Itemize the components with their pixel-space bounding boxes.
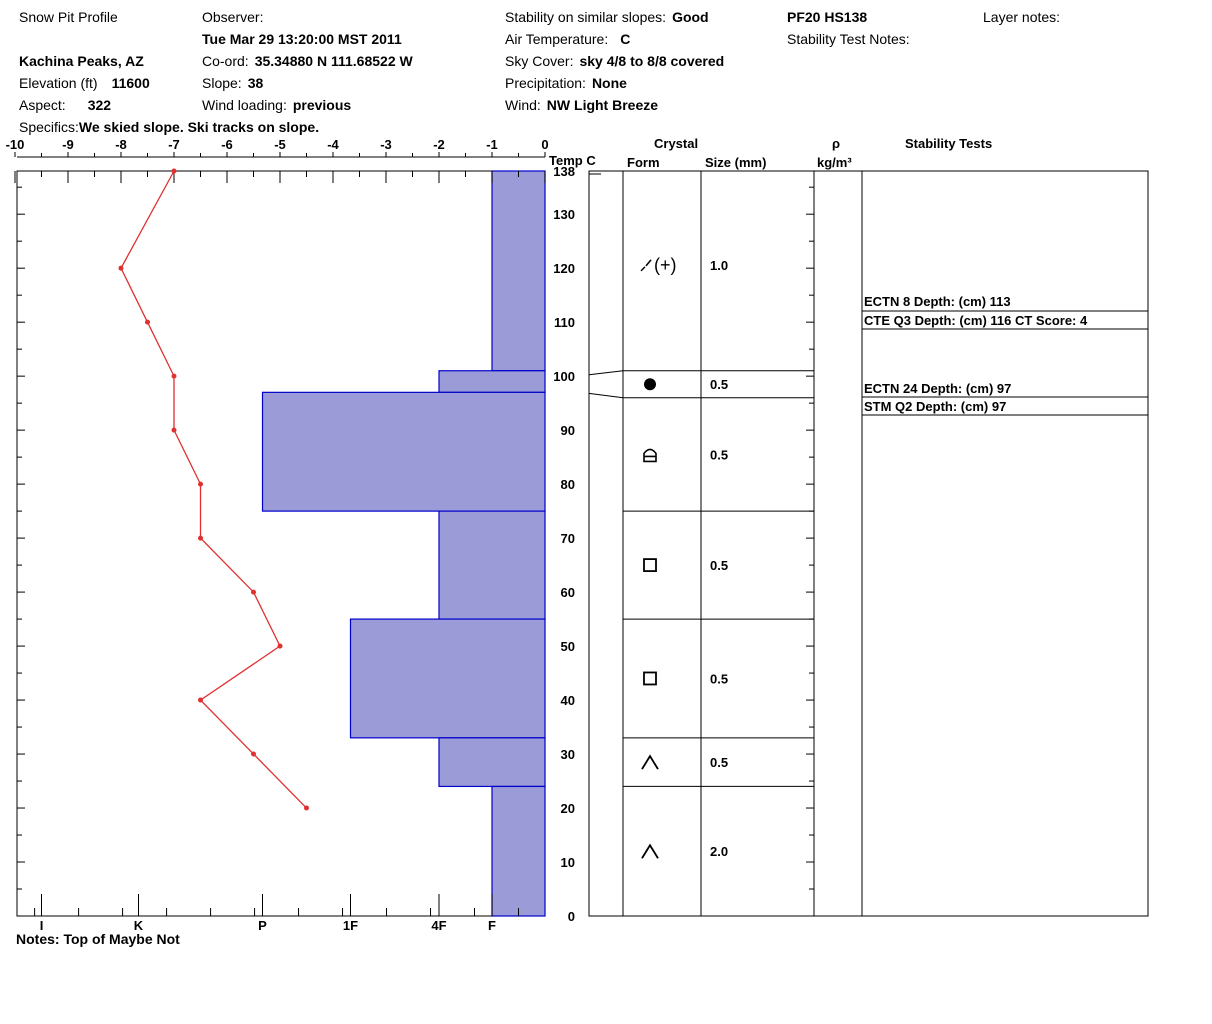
temperature-point	[145, 320, 150, 325]
stability-test-label: ECTN 24 Depth: (cm) 97	[864, 381, 1012, 396]
crystal-size: 0.5	[710, 377, 729, 393]
observer-label: Observer:	[202, 9, 264, 25]
wind-label: Wind:	[505, 97, 541, 113]
hardness-bar	[439, 738, 545, 787]
title-text: Snow Pit Profile	[19, 9, 118, 25]
stability-value: Good	[672, 9, 709, 25]
crystal-form-icon	[642, 756, 658, 769]
depth-tick-label: 40	[560, 693, 575, 709]
hardness-tick-label: 4F	[431, 918, 447, 933]
crystal-form-icon	[644, 672, 656, 684]
crystal-column-header: Crystal	[654, 136, 699, 151]
crystal-size: 0.5	[710, 755, 729, 771]
crystal-form-icon	[644, 449, 656, 461]
temperature-point	[198, 482, 203, 487]
crystal-size: 1.0	[710, 257, 729, 273]
hardness-bar	[263, 392, 545, 511]
depth-tick-label: 110	[554, 315, 575, 331]
fragment-mark	[641, 260, 651, 271]
depth-tick-label: 100	[553, 369, 575, 385]
crystal-form-icon	[642, 845, 658, 858]
hardness-bar	[350, 619, 545, 738]
temperature-point	[251, 752, 256, 757]
depth-tick-label: 70	[560, 531, 575, 547]
density-unit: kg/m³	[817, 155, 852, 170]
crystal-size: 0.5	[710, 558, 729, 574]
elevation-label: Elevation (ft)	[19, 75, 98, 91]
precip-value: None	[591, 75, 627, 91]
temperature-point	[119, 266, 124, 271]
aspect-label: Aspect:	[19, 97, 66, 113]
hardness-tick-label: 1F	[342, 918, 359, 933]
stability-tests	[862, 294, 1148, 415]
air-temp-value: C	[620, 31, 631, 47]
temperature-point	[172, 428, 177, 433]
precip-label: Precipitation:	[505, 75, 586, 91]
wind-value: NW Light Breeze	[546, 97, 659, 113]
hardness-bar	[439, 371, 545, 393]
datetime-text: Tue Mar 29 13:20:00 MST 2011	[202, 31, 402, 47]
pf-text: PF20 HS138	[787, 9, 868, 25]
depth-tick-label: 20	[560, 801, 575, 817]
layer-connector	[589, 371, 623, 375]
specifics-value: We skied slope. Ski tracks on slope.	[78, 119, 320, 135]
stability-test-label: ECTN 8 Depth: (cm) 113	[864, 294, 1011, 309]
slope-label: Slope:	[202, 75, 242, 91]
crystal-size: 0.5	[710, 447, 729, 463]
temp-tick-label: -2	[433, 137, 445, 152]
form-column-header: Form	[627, 155, 660, 170]
crystal-form-icon	[644, 378, 656, 390]
hardness-tick-label: F	[488, 918, 496, 933]
sky-cover-value: sky 4/8 to 8/8 covered	[579, 53, 725, 69]
stability-tests-header: Stability Tests	[905, 136, 993, 151]
temp-tick-label: -7	[168, 137, 180, 152]
temperature-point	[172, 374, 177, 379]
coord-value: 35.34880 N 111.68522 W	[254, 53, 413, 69]
density-symbol: ρ	[832, 136, 841, 151]
facet-square	[644, 672, 656, 684]
temperature-point	[304, 806, 309, 811]
layer-notes-label: Layer notes:	[983, 9, 1061, 25]
temperature-point	[172, 169, 177, 174]
aspect-value: 322	[87, 97, 112, 113]
depth-tick-label: 90	[560, 423, 575, 439]
stability-test-label: STM Q2 Depth: (cm) 97	[864, 399, 1007, 414]
temp-tick-label: -5	[274, 137, 286, 152]
depth-tick-label: 30	[560, 747, 575, 763]
temp-tick-label: -1	[486, 137, 498, 152]
coord-label: Co-ord:	[202, 53, 249, 69]
temperature-point	[198, 698, 203, 703]
sky-cover-label: Sky Cover:	[505, 53, 574, 69]
hardness-tick-label: I	[39, 918, 44, 933]
stability-label: Stability on similar slopes:	[505, 9, 667, 25]
air-temp-label: Air Temperature:	[505, 31, 609, 47]
temperature-point	[278, 644, 283, 649]
depth-tick-label: 50	[560, 639, 575, 655]
hardness-tick-label: P	[258, 918, 267, 933]
size-column-header: Size (mm)	[705, 155, 767, 170]
melt-freeze-dot	[644, 378, 656, 390]
stability-test-notes-label: Stability Test Notes:	[787, 31, 910, 47]
temp-tick-label: -3	[380, 137, 392, 152]
hardness-bar	[492, 786, 545, 916]
crystal-size: 2.0	[710, 844, 729, 860]
temp-tick-label: -10	[5, 137, 25, 152]
depth-tick-label: 130	[553, 207, 575, 223]
hardness-tick-label: K	[133, 918, 144, 933]
wind-loading-label: Wind loading:	[202, 97, 287, 113]
depth-tick-label: 10	[560, 855, 575, 871]
temperature-point	[251, 590, 256, 595]
depth-tick-label: 60	[560, 585, 575, 601]
depth-tick-label: 120	[553, 261, 575, 277]
depth-tick-label: 80	[560, 477, 575, 493]
hardness-bar	[439, 511, 545, 619]
temp-tick-label: -6	[221, 137, 233, 152]
temp-tick-label: -8	[115, 137, 127, 152]
rounding-facet-glyph	[644, 449, 656, 461]
location-text: Kachina Peaks, AZ	[19, 53, 144, 69]
depth-hoar-caret	[642, 845, 658, 858]
temp-tick-label: 0	[541, 137, 549, 152]
temperature-point	[198, 536, 203, 541]
notes: Notes: Top of Maybe Not	[16, 931, 180, 947]
elevation-value: 11600	[111, 75, 150, 91]
depth-hoar-caret	[642, 756, 658, 769]
crystal-form-icon	[644, 559, 656, 571]
crystal-form-icon	[641, 255, 677, 275]
facet-square	[644, 559, 656, 571]
table-frame	[589, 171, 1148, 916]
hardness-bars	[263, 171, 545, 916]
depth-tick-label: 0	[567, 909, 575, 924]
temp-tick-label: -4	[327, 137, 339, 152]
specifics-label: Specifics:	[19, 119, 79, 135]
temp-column-header: Temp C	[549, 153, 596, 168]
wind-loading-value: previous	[292, 97, 352, 113]
slope-value: 38	[247, 75, 264, 91]
depth-tick-label: 138	[553, 164, 575, 179]
layer-connector	[589, 393, 623, 397]
rounded-symbol: (+)	[654, 254, 677, 275]
stability-test-label: CTE Q3 Depth: (cm) 116 CT Score: 4	[864, 313, 1088, 328]
hardness-bar	[492, 171, 545, 371]
crystal-size: 0.5	[710, 671, 729, 687]
temp-tick-label: -9	[62, 137, 74, 152]
